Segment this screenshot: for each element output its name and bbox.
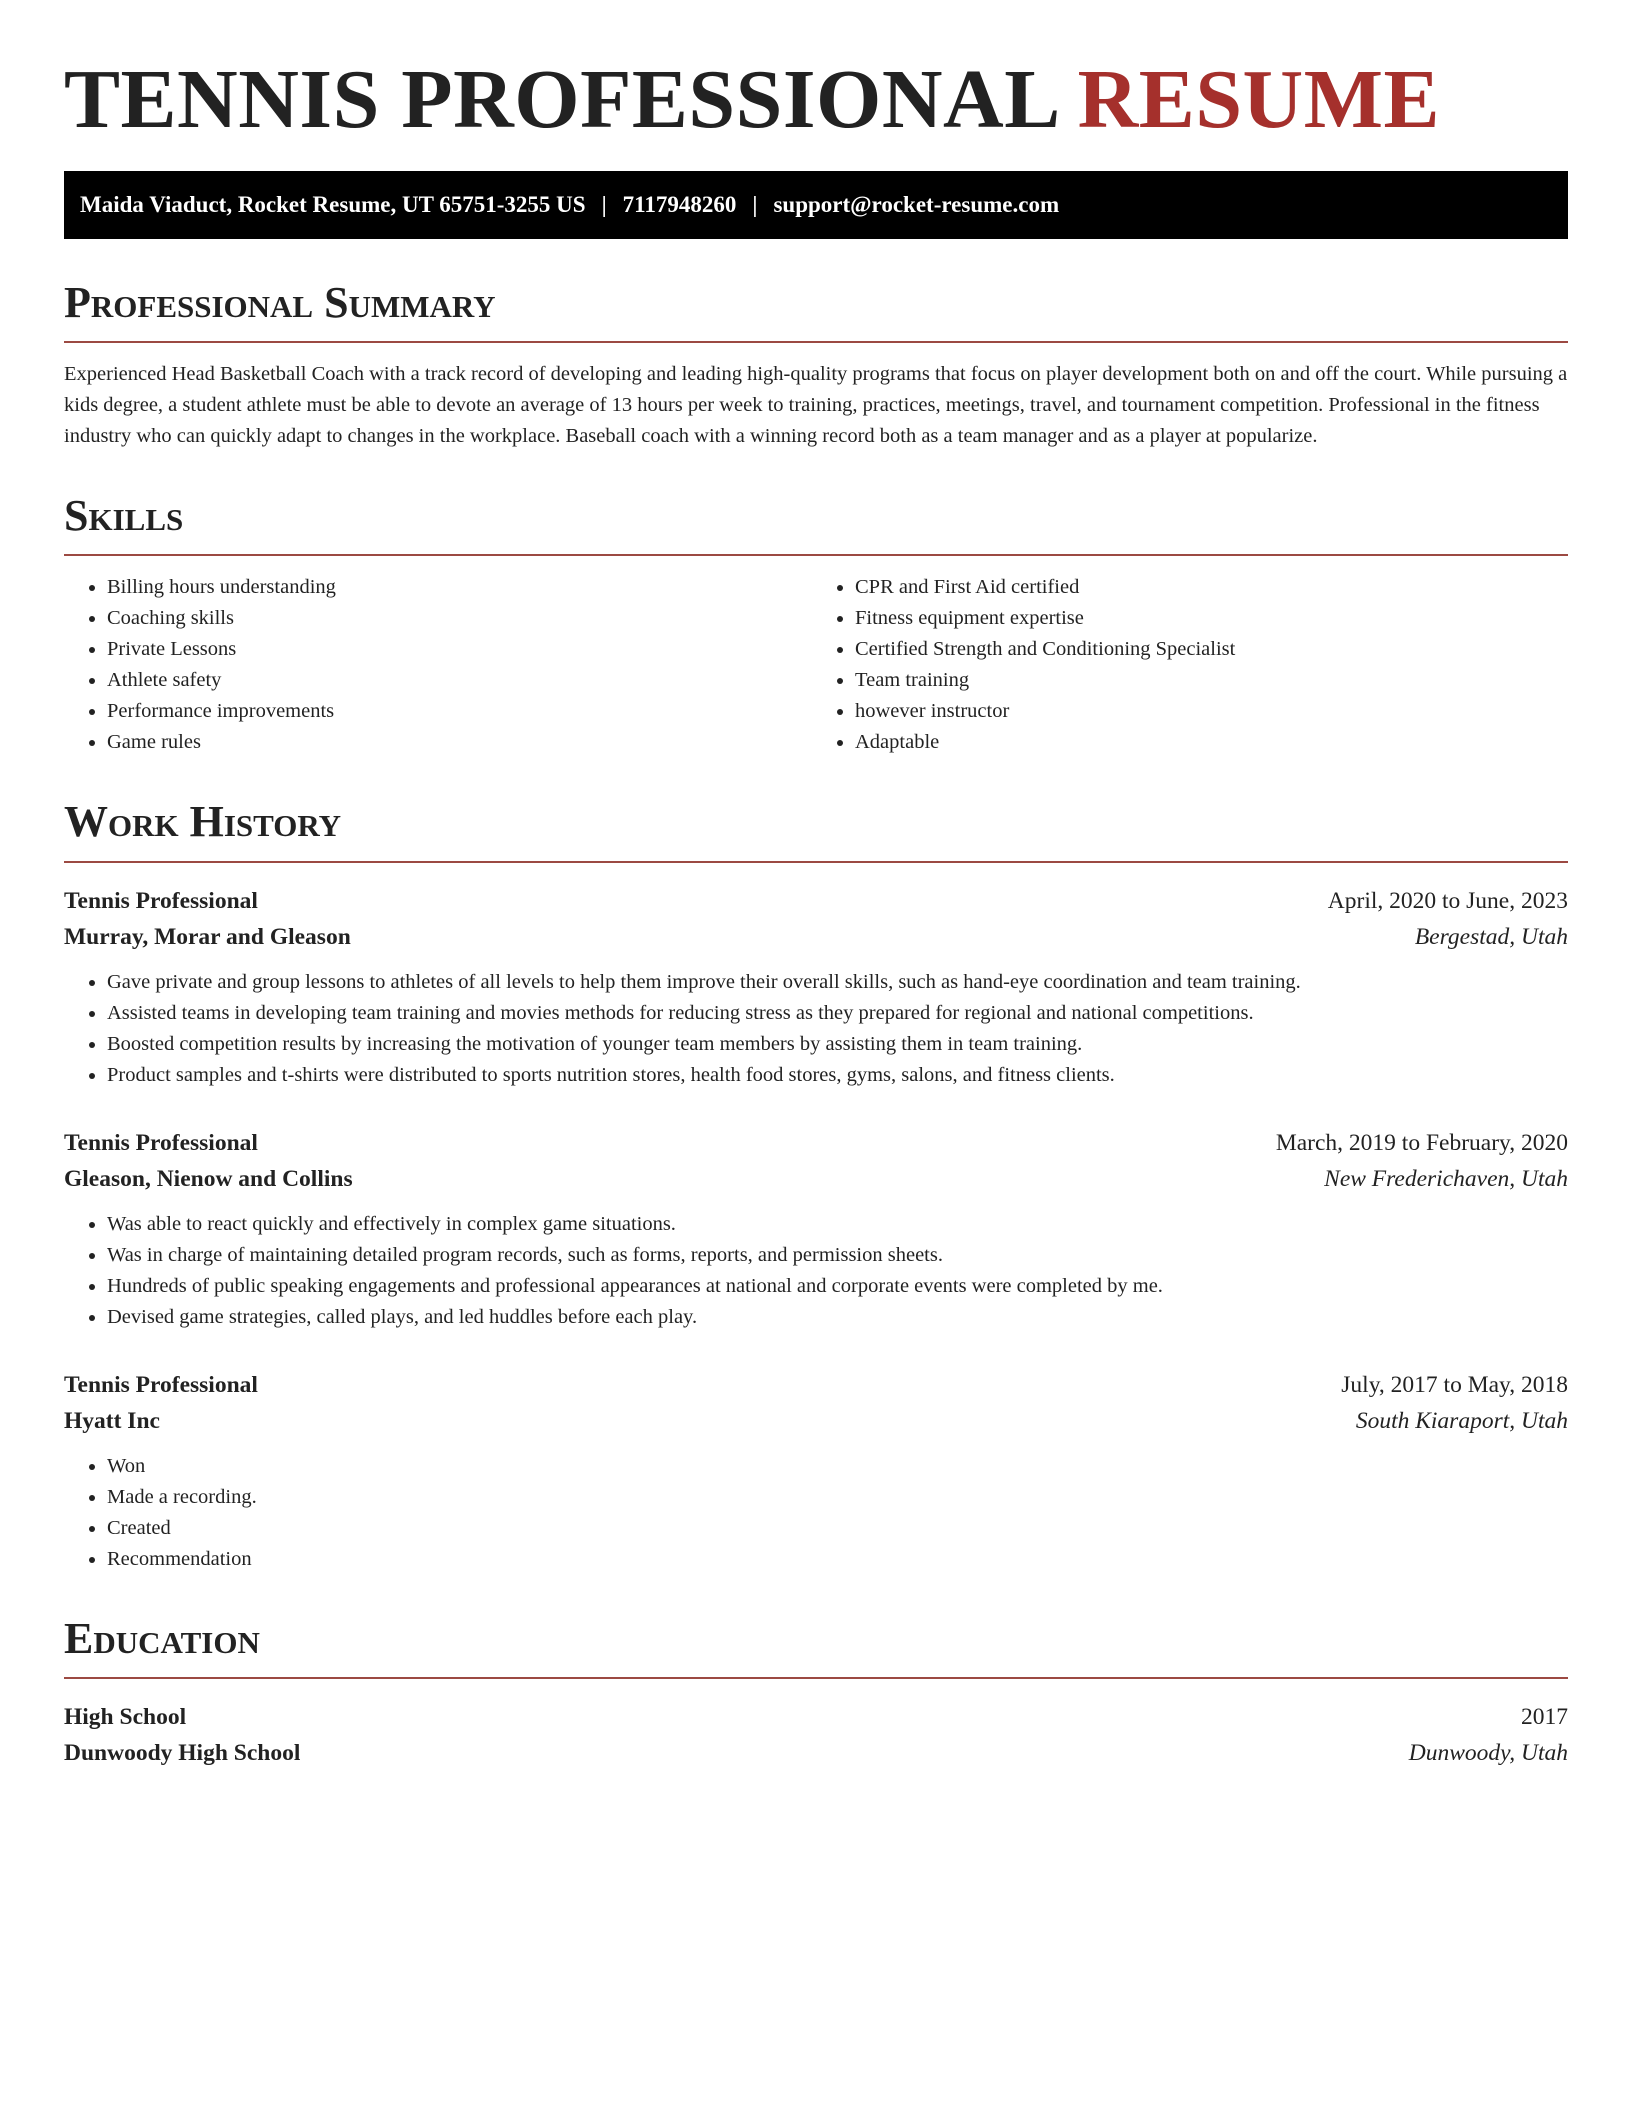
education-school: Dunwoody High School	[64, 1740, 301, 1767]
job-title: Tennis Professional	[64, 887, 258, 914]
contact-address: Maida Viaduct, Rocket Resume, UT 65751-3255 US	[80, 191, 586, 217]
job-location: Bergestad, Utah	[1414, 923, 1568, 950]
job-company: Hyatt Inc	[64, 1407, 160, 1434]
summary-text: Experienced Head Basketball Coach with a track record of developing and leading high-quality programs that focus on player development both on and off the court. While pursuing a kids degree, a student athlete must be able to devote an average of 13 hours per week to training, practices, meetings, travel, and tournament competition. Professional in the fitness industry who can quickly adapt to changes in the workplace. Baseball coach with a winning record both as a team manager and as a player at popularize.	[64, 362, 1568, 447]
job-header-row	[64, 1125, 1568, 1161]
education-degree: High School	[64, 1704, 187, 1731]
skill-item: • Private Lessons	[107, 634, 820, 665]
job-bullet: • Created	[107, 1513, 1568, 1544]
summary-heading: Professional Summary	[64, 279, 1568, 343]
resume-title	[64, 52, 1568, 149]
education-entry	[64, 1699, 1568, 1771]
skill-item: • CPR and First Aid certified	[855, 572, 1568, 603]
job-title: Tennis Professional	[64, 1371, 258, 1398]
job-title: Tennis Professional	[64, 1129, 258, 1156]
contact-email: support@rocket-resume.com	[773, 191, 1060, 217]
skills-heading: Skills	[64, 492, 1568, 556]
job-entry	[64, 1125, 1568, 1333]
contact-separator: |	[752, 191, 758, 217]
job-bullet: • Assisted teams in developing team training and movies methods for reducing stress as they prepared for regional and national competitions.	[107, 998, 1568, 1029]
job-bullet: • Hundreds of public speaking engagements and professional appearances at national and corporate events were completed by me.	[107, 1271, 1568, 1302]
job-bullet: • Won	[107, 1451, 1568, 1482]
job-dates: April, 2020 to June, 2023	[1327, 887, 1568, 914]
job-dates: July, 2017 to May, 2018	[1341, 1371, 1568, 1398]
job-company-row	[64, 1403, 1568, 1439]
job-bullets	[64, 1451, 1568, 1575]
job-company: Gleason, Nienow and Collins	[64, 1165, 353, 1192]
education-school-row	[64, 1735, 1568, 1771]
skill-item: • Game rules	[107, 727, 820, 758]
skills-list	[64, 572, 1568, 758]
skill-item: • Team training	[855, 665, 1568, 696]
education-location: Dunwoody, Utah	[1408, 1740, 1568, 1767]
job-entry	[64, 1367, 1568, 1575]
title-accent: RESUME	[1077, 53, 1441, 146]
title-main: TENNIS PROFESSIONAL	[64, 53, 1057, 146]
job-entry	[64, 883, 1568, 1091]
contact-separator: |	[601, 191, 607, 217]
job-bullet: • Gave private and group lessons to athletes of all levels to help them improve their overall skills, such as hand-eye coordination and team training.	[107, 967, 1568, 998]
job-bullet: • Devised game strategies, called plays, and led huddles before each play.	[107, 1302, 1568, 1333]
job-header-row	[64, 1367, 1568, 1403]
skill-item: • Athlete safety	[107, 665, 820, 696]
job-bullets	[64, 1209, 1568, 1333]
skill-item: • Billing hours understanding	[107, 572, 820, 603]
education-year: 2017	[1521, 1704, 1568, 1731]
job-bullet: • Was able to react quickly and effectively in complex game situations.	[107, 1209, 1568, 1240]
contact-phone: 7117948260	[622, 191, 737, 217]
skill-item: • Certified Strength and Conditioning Specialist	[855, 634, 1568, 665]
job-location: South Kiaraport, Utah	[1355, 1407, 1568, 1434]
work-history-heading: Work History	[64, 798, 1568, 862]
job-bullet: • Product samples and t-shirts were distributed to sports nutrition stores, health food stores, gyms, salons, and fitness clients.	[107, 1060, 1568, 1091]
job-bullets	[64, 967, 1568, 1091]
job-bullet: • Boosted competition results by increasing the motivation of younger team members by assisting them in team training.	[107, 1029, 1568, 1060]
job-bullet: • Made a recording.	[107, 1482, 1568, 1513]
skills-column-left	[64, 572, 820, 758]
skill-item: • Fitness equipment expertise	[855, 603, 1568, 634]
skills-column-right	[820, 572, 1568, 758]
job-company-row	[64, 919, 1568, 955]
job-company: Murray, Morar and Gleason	[64, 923, 351, 950]
education-heading: Education	[64, 1615, 1568, 1679]
contact-bar	[64, 171, 1568, 239]
skill-item: • Coaching skills	[107, 603, 820, 634]
skill-item: • Adaptable	[855, 727, 1568, 758]
job-bullet: • Recommendation	[107, 1544, 1568, 1575]
job-dates: March, 2019 to February, 2020	[1275, 1129, 1568, 1156]
education-degree-row	[64, 1699, 1568, 1735]
job-bullet: • Was in charge of maintaining detailed program records, such as forms, reports, and permission sheets.	[107, 1240, 1568, 1271]
job-header-row	[64, 883, 1568, 919]
skill-item: • Performance improvements	[107, 696, 820, 727]
job-company-row	[64, 1161, 1568, 1197]
job-location: New Frederichaven, Utah	[1324, 1165, 1568, 1192]
skill-item: • however instructor	[855, 696, 1568, 727]
